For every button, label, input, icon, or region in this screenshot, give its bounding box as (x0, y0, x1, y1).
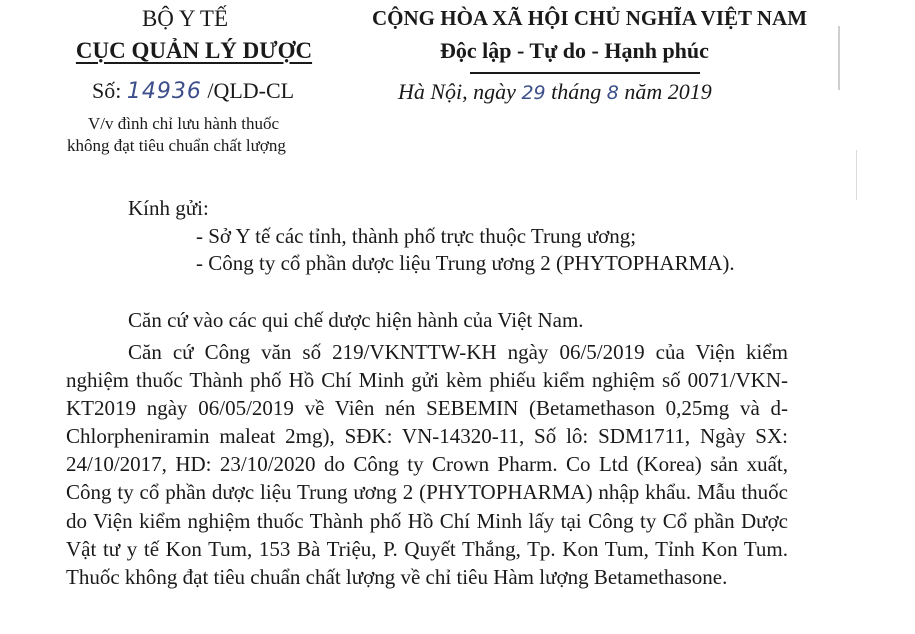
body-paragraph-2: Căn cứ Công văn số 219/VKNTTW-KH ngày 06/5/2019 của Viện kiểm nghiệm thuốc Thành phố Hồ Chí Minh gửi kèm phiếu kiểm nghiệm số 0071/VKN-KT2019 ngày 06/05/2019 về Viên nén SEBEMIN (Betamethason 0,25mg và d-Chlorpheniramin maleat 2mg), SĐK: VN-14320-11, Số lô: SDM1711, Ngày SX: 24/10/2017, HD: 23/10/2020 do Công ty Crown Pharm. Co Ltd (Korea) sản xuất, Công ty cổ phần dược liệu Trung ương 2 (PHYTOPHARMA) nhập khẩu. Mẫu thuốc do Viện kiểm nghiệm thuốc Thành phố Hồ Chí Minh lấy tại Công ty Cổ phần Dược Vật tư y tế Kon Tum, 153 Bà Triệu, P. Quyết Thắng, Tp. Kon Tum, Tỉnh Kon Tum. Thuốc không đạt tiêu chuẩn chất lượng về chỉ tiêu Hàm lượng Betamethasone. (66, 340, 788, 589)
number-suffix: /QLD-CL (207, 78, 295, 103)
recipient-item: - Công ty cổ phần dược liệu Trung ương 2 (PHYTOPHARMA). (196, 251, 735, 275)
department-name: CỤC QUẢN LÝ DƯỢC (75, 38, 313, 63)
handwritten-number: 14936 (126, 79, 202, 104)
handwritten-month: 8 (606, 82, 619, 104)
year-label: năm 2019 (624, 79, 712, 104)
subject-line-1: V/v đình chỉ lưu hành thuốc (88, 114, 279, 133)
scan-mark (838, 26, 840, 90)
date-prefix: Hà Nội, ngày (398, 79, 516, 104)
month-label: tháng (551, 79, 602, 104)
recipient-greeting: Kính gửi: (128, 196, 209, 220)
motto-underline (470, 72, 700, 74)
nation-title: CỘNG HÒA XÃ HỘI CHỦ NGHĨA VIỆT NAM (372, 6, 808, 30)
handwritten-day: 29 (521, 82, 546, 104)
national-motto: Độc lập - Tự do - Hạnh phúc (440, 38, 709, 63)
document-number (92, 78, 294, 104)
scan-mark (856, 150, 857, 200)
recipient-item: - Sở Y tế các tỉnh, thành phố trực thuộc Trung ương; (196, 224, 637, 248)
ministry-name: BỘ Y TẾ (141, 6, 229, 31)
dateline (398, 79, 712, 105)
subject-line-2: không đạt tiêu chuẩn chất lượng (67, 136, 286, 155)
number-prefix: Số: (92, 78, 122, 103)
body-paragraph-1: Căn cứ vào các qui chế dược hiện hành của Việt Nam. (128, 308, 584, 332)
